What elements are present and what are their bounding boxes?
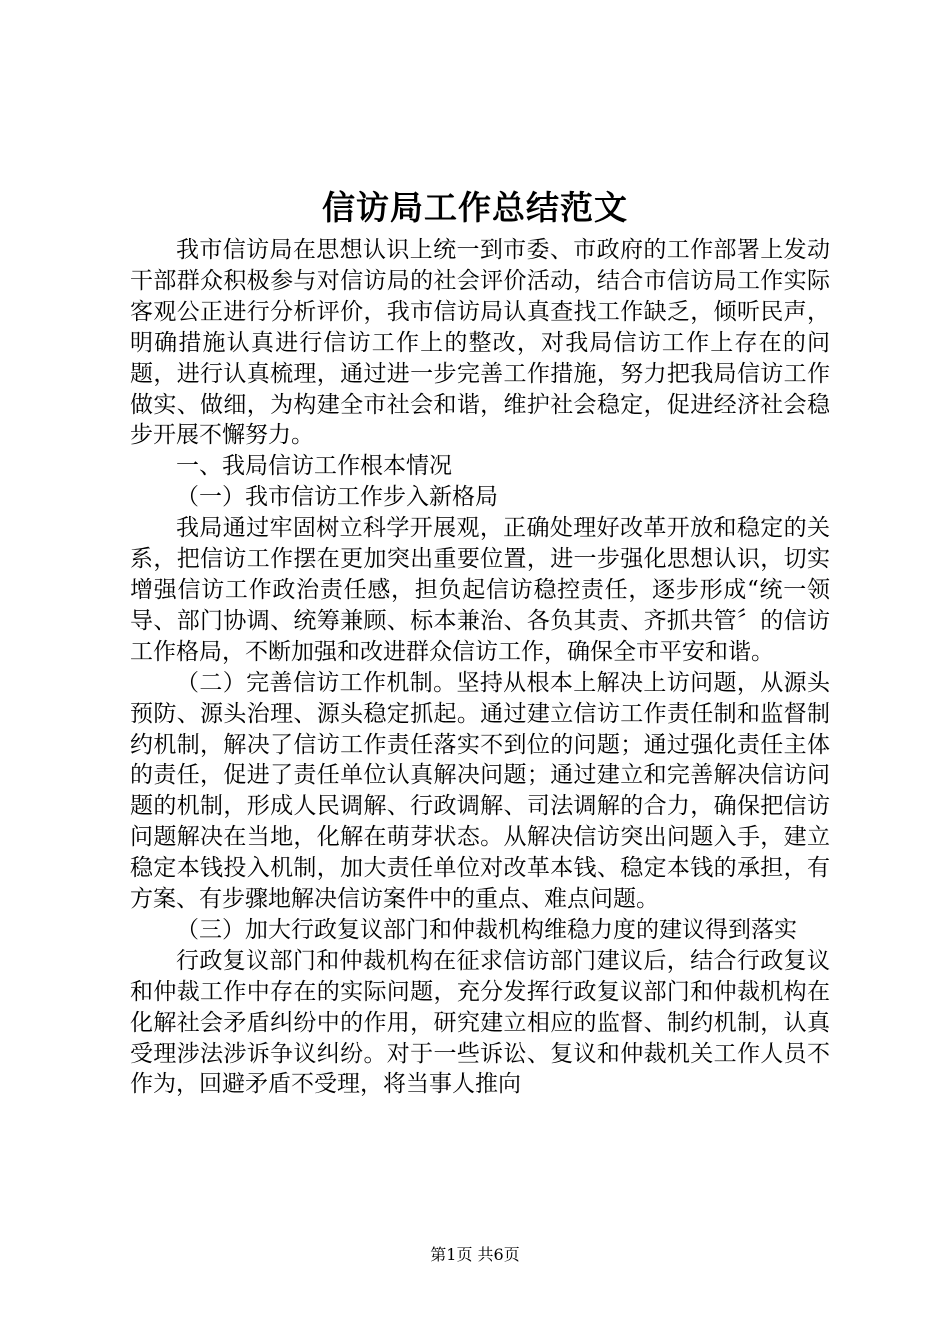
section-heading: 一、我局信访工作根本情况 bbox=[176, 453, 452, 480]
page-footer: 第1页 共6页 bbox=[430, 1245, 520, 1264]
body-paragraph: 行政复议部门和仲裁机构在征求信访部门建议后，结合行政复议和仲裁工作中存在的实际问题，充分发挥行政复议部门和仲裁机构在化解社会矛盾纠纷中的作用，研究建立相应的监督、制约机制，认真受理涉法涉诉争议纠纷。对于一些诉讼、复议和仲裁机关工作人员不作为，回避矛盾不受理，将当事人推向 bbox=[130, 947, 830, 1098]
intro-paragraph: 我市信访局在思想认识上统一到市委、市政府的工作部署上发动干部群众积极参与对信访局的社会评价活动，结合市信访局工作实际客观公正进行分析评价，我市信访局认真查找工作缺乏，倾听民声，明确措施认真进行信访工作上的整改，对我局信访工作上存在的问题，进行认真梳理，通过进一步完善工作措施，努力把我局信访工作做实、做细，为构建全市社会和谐，维护社会稳定，促进经济社会稳步开展不懈努力。 bbox=[130, 237, 830, 449]
document-title: 信访局工作总结范文 bbox=[322, 188, 628, 227]
body-paragraph: 我局通过牢固树立科学开展观，正确处理好改革开放和稳定的关系，把信访工作摆在更加突出重要位置，进一步强化思想认识，切实增强信访工作政治责任感，担负起信访稳控责任，逐步形成“统一领导、部门协调、统筹兼顾、标本兼治、各负其责、齐抓共管〞的信访工作格局，不断加强和改进群众信访工作，确保全市平安和谐。 bbox=[130, 515, 830, 665]
subsection-heading-1: （一）我市信访工作步入新格局 bbox=[176, 484, 498, 511]
document-body bbox=[130, 235, 830, 1100]
subsection-heading-3: （三）加大行政复议部门和仲裁机构维稳力度的建议得到落实 bbox=[176, 916, 797, 943]
body-paragraph: （二）完善信访工作机制。坚持从根本上解决上访问题，从源头预防、源头治理、源头稳定抓起。通过建立信访工作责任制和监督制约机制，解决了信访工作责任落实不到位的问题；通过强化责任主体的责任，促进了责任单位认真解决问题；通过建立和完善解决信访问题的机制，形成人民调解、行政调解、司法调解的合力，确保把信访问题解决在当地，化解在萌芽状态。从解决信访突出问题入手，建立稳定本钱投入机制，加大责任单位对改革本钱、稳定本钱的承担，有方案、有步骤地解决信访案件中的重点、难点问题。 bbox=[130, 669, 830, 913]
